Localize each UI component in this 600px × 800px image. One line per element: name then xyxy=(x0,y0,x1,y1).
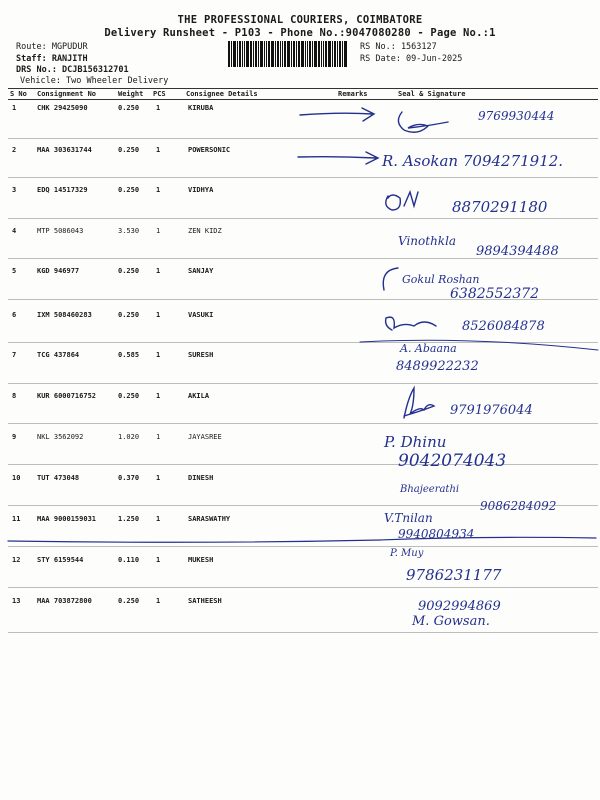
row-10-handwriting-2: 9086284092 xyxy=(480,499,557,513)
row-11-weight: 1.250 xyxy=(118,515,140,523)
row-4-consignment: MTP 5086043 xyxy=(37,227,84,235)
row-5-consignment: KGD 946977 xyxy=(37,267,80,275)
row-2-arrow-stroke xyxy=(298,152,378,164)
row-9-consignee: JAYASREE xyxy=(188,433,222,441)
vehicle-label: Vehicle: Two Wheeler Delivery xyxy=(20,76,169,86)
row-3-handwriting-1: 8870291180 xyxy=(452,198,548,216)
row-1-pcs: 1 xyxy=(156,104,161,112)
row-5-handwriting-1: Gokul Roshan xyxy=(402,273,480,286)
row-4-sno: 4 xyxy=(12,227,17,235)
row-6-consignee: VASUKI xyxy=(188,311,214,319)
row-12-handwriting-1: P. Muy xyxy=(390,548,424,559)
row-12-consignee: MUKESH xyxy=(188,556,214,564)
drs-label: DRS No.: DCJB156312701 xyxy=(16,65,129,75)
row-4-handwriting-1: Vinothkla xyxy=(398,234,457,248)
row-1-consignee: KIRUBA xyxy=(188,104,214,112)
row-10-consignee: DINESH xyxy=(188,474,214,482)
row-6-signature-stroke xyxy=(386,317,436,330)
row-6-underline-stroke xyxy=(360,340,598,350)
row-5-handwriting-2: 6382552372 xyxy=(450,286,540,302)
row-1-sno: 1 xyxy=(12,104,17,112)
rs-number: RS No.: 1563127 xyxy=(360,42,437,52)
row-1-handwriting-1: 9769930444 xyxy=(478,109,555,123)
row-5-weight: 0.250 xyxy=(118,267,140,275)
row-2-handwriting-1: R. Asokan 7094271912. xyxy=(382,152,564,170)
row-13-pcs: 1 xyxy=(156,597,161,605)
row-5-sno: 5 xyxy=(12,267,17,275)
row-9-consignment: NKL 3562092 xyxy=(37,433,84,441)
row-5-consignee: SANJAY xyxy=(188,267,214,275)
row-8-sno: 8 xyxy=(12,392,17,400)
row-6-sno: 6 xyxy=(12,311,17,319)
row-4-handwriting-2: 9894394488 xyxy=(476,244,559,259)
row-12-handwriting-2: 9786231177 xyxy=(406,566,502,584)
row-11-handwriting-2: 9940804934 xyxy=(398,527,475,541)
col-remarks: Remarks xyxy=(338,90,368,98)
col-consignment: Consignment No xyxy=(37,90,97,98)
row-11-long-stroke xyxy=(8,537,596,542)
row-3-weight: 0.250 xyxy=(118,186,140,194)
row-4-pcs: 1 xyxy=(156,227,161,235)
staff-label: Staff: RANJITH xyxy=(16,54,88,64)
row-12-sno: 12 xyxy=(12,556,21,564)
row-4-consignee: ZEN KIDZ xyxy=(188,227,222,235)
row-1-weight: 0.250 xyxy=(118,104,140,112)
row-5-pcs: 1 xyxy=(156,267,161,275)
row-7-pcs: 1 xyxy=(156,351,161,359)
row-8-consignment: KUR 6000716752 xyxy=(37,392,97,400)
row-5-signature-stroke xyxy=(383,268,398,290)
row-3-pcs: 1 xyxy=(156,186,161,194)
row-1-arrow-stroke xyxy=(300,108,374,121)
row-2-consignee: POWERSONIC xyxy=(188,146,231,154)
row-1-signature-stroke xyxy=(398,112,448,132)
company-title: THE PROFESSIONAL COURIERS, COIMBATORE xyxy=(177,14,423,26)
col-seal-signature: Seal & Signature xyxy=(398,90,466,98)
col-sno: S No xyxy=(10,90,27,98)
row-9-weight: 1.020 xyxy=(118,433,140,441)
row-8-signature-stroke xyxy=(404,388,434,418)
col-pcs: PCS xyxy=(153,90,166,98)
runsheet-subtitle: Delivery Runsheet - P103 - Phone No.:9047080280 - Page No.:1 xyxy=(104,27,496,39)
row-9-handwriting-1: P. Dhinu xyxy=(384,433,447,451)
row-9-sno: 9 xyxy=(12,433,17,441)
row-8-consignee: AKILA xyxy=(188,392,210,400)
row-8-pcs: 1 xyxy=(156,392,161,400)
row-10-handwriting-1: Bhajeerathi xyxy=(400,484,460,495)
row-4-weight: 3.530 xyxy=(118,227,140,235)
row-13-consignment: MAA 703872800 xyxy=(37,597,92,605)
row-3-consignment: EDQ 14517329 xyxy=(37,186,88,194)
row-7-weight: 0.585 xyxy=(118,351,140,359)
row-10-sno: 10 xyxy=(12,474,21,482)
row-7-handwriting-2: 8489922232 xyxy=(396,359,479,374)
row-11-consignment: MAA 9000159031 xyxy=(37,515,97,523)
row-12-weight: 0.110 xyxy=(118,556,140,564)
row-3-sno: 3 xyxy=(12,186,17,194)
row-2-pcs: 1 xyxy=(156,146,161,154)
row-7-consignee: SURESH xyxy=(188,351,214,359)
rs-date: RS Date: 09-Jun-2025 xyxy=(360,54,463,64)
row-2-weight: 0.250 xyxy=(118,146,140,154)
row-6-consignment: IXM 508460283 xyxy=(37,311,92,319)
row-11-pcs: 1 xyxy=(156,515,161,523)
row-6-handwriting-1: 8526084878 xyxy=(462,319,545,334)
row-13-handwriting-2: M. Gowsan. xyxy=(412,614,490,629)
row-11-handwriting-1: V.Tnilan xyxy=(384,511,433,525)
row-10-consignment: TUT 473048 xyxy=(37,474,80,482)
row-13-sno: 13 xyxy=(12,597,21,605)
row-7-sno: 7 xyxy=(12,351,17,359)
row-11-consignee: SARASWATHY xyxy=(188,515,231,523)
row-2-sno: 2 xyxy=(12,146,17,154)
row-8-handwriting-1: 9791976044 xyxy=(450,403,533,418)
row-13-weight: 0.250 xyxy=(118,597,140,605)
col-weight: Weight xyxy=(118,90,144,98)
row-1-consignment: CHK 29425090 xyxy=(37,104,88,112)
col-consignee: Consignee Details xyxy=(186,90,258,98)
row-6-pcs: 1 xyxy=(156,311,161,319)
row-3-consignee: VIDHYA xyxy=(188,186,214,194)
row-13-handwriting-1: 9092994869 xyxy=(418,599,501,614)
row-9-pcs: 1 xyxy=(156,433,161,441)
row-6-weight: 0.250 xyxy=(118,311,140,319)
row-7-handwriting-1: A. Abaana xyxy=(400,342,457,355)
row-3-signature-stroke xyxy=(386,192,418,210)
row-10-weight: 0.370 xyxy=(118,474,140,482)
route-label: Route: MGPUDUR xyxy=(16,42,88,52)
row-11-sno: 11 xyxy=(12,515,21,523)
row-12-pcs: 1 xyxy=(156,556,161,564)
row-9-handwriting-2: 9042074043 xyxy=(398,451,507,471)
row-2-consignment: MAA 303631744 xyxy=(37,146,92,154)
row-8-weight: 0.250 xyxy=(118,392,140,400)
row-7-consignment: TCG 437864 xyxy=(37,351,80,359)
row-10-pcs: 1 xyxy=(156,474,161,482)
row-12-consignment: STY 6159544 xyxy=(37,556,84,564)
row-13-consignee: SATHEESH xyxy=(188,597,222,605)
